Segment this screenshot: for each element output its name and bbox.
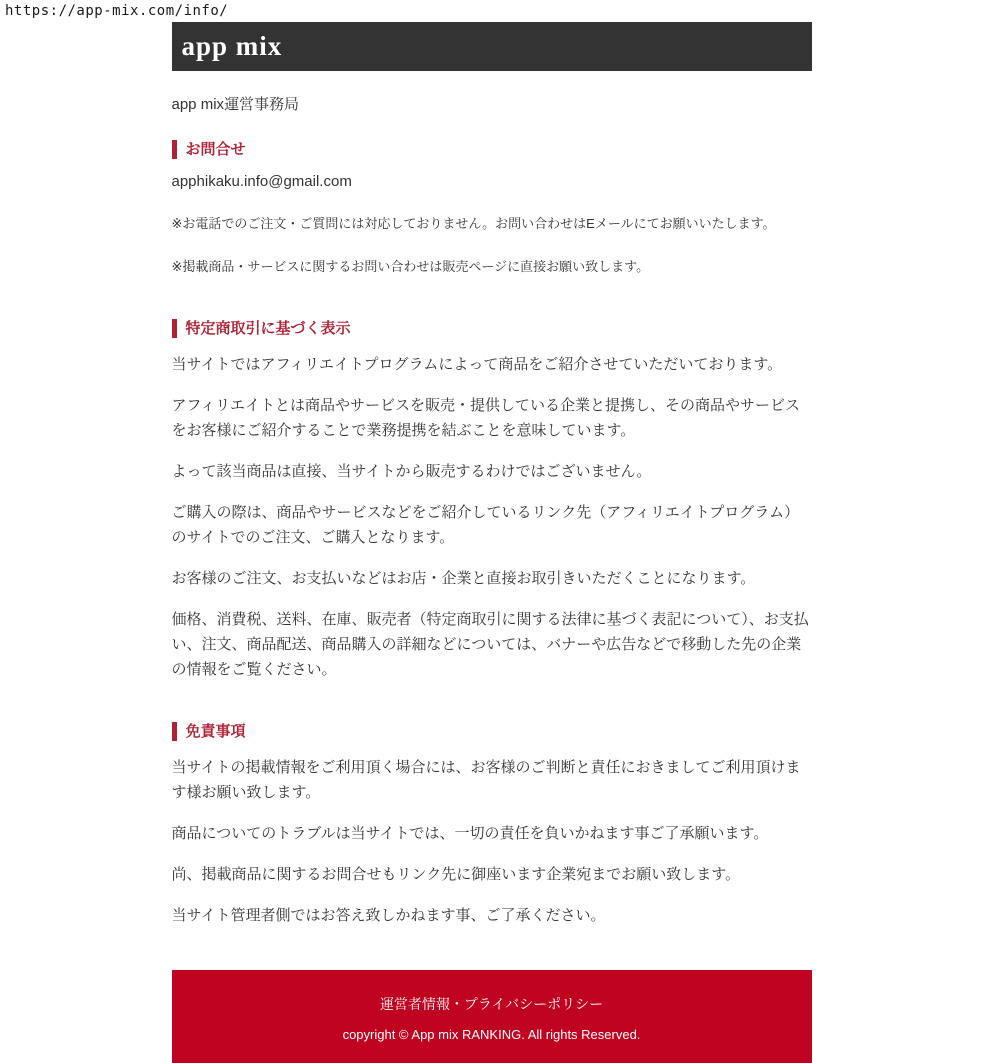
paragraph: 当サイトではアフィリエイトプログラムによって商品をご紹介させていただいております。: [171, 356, 783, 373]
paragraph: 価格、消費税、送料、在庫、販売者（特定商取引に関する法律に基づく表記について）、お支払い、注文、商品配送、商品購入の詳細などについては、バナーや広告などで移動した先の企業の情報をご覧ください。: [171, 611, 809, 678]
paragraph: 商品についてのトラブルは当サイトでは、一切の責任を負いかねます事ご了承願います。: [171, 825, 769, 842]
paragraph: 当サイトの掲載情報をご利用頂く場合には、お客様のご判断と責任におきましてご利用頂けます様お願い致します。: [171, 759, 801, 801]
paragraph: 尚、掲載商品に関するお問合せもリンク先に御座います企業宛までお願い致します。: [171, 866, 741, 883]
paragraph: ご購入の際は、商品やサービスなどをご紹介しているリンク先（アフィリエイトプログラム）のサイトでのご注文、ご購入となります。: [171, 504, 800, 546]
tokutei-heading: 特定商取引に基づく表示: [172, 319, 812, 338]
paragraph: よって該当商品は直接、当サイトから販売するわけではございません。: [171, 463, 652, 480]
section-tokutei: [172, 319, 812, 682]
content-column: [172, 22, 812, 1063]
footer-copyright: copyright © App mix RANKING. All rights Reserved.: [342, 1027, 641, 1042]
section-disclaimer: [172, 722, 812, 928]
page-url-text: https://app-mix.com/info/: [5, 3, 229, 19]
contact-email: apphikaku.info@gmail.com: [171, 173, 352, 190]
site-header: [172, 22, 812, 71]
paragraph: アフィリエイトとは商品やサービスを販売・提供している企業と提携し、その商品やサービスをお客様にご紹介することで業務提携を結ぶことを意味しています。: [171, 397, 801, 439]
footer-link-privacy[interactable]: 運営者情報・プライバシーポリシー: [379, 996, 604, 1012]
note-phone: ※お電話でのご注文・ご質問には対応しておりません。お問い合わせはEメールにてお願いいたします。: [171, 216, 776, 231]
paragraph: 当サイト管理者側ではお答え致しかねます事、ご了承ください。: [171, 907, 606, 924]
operator-name: app mix運営事務局: [171, 96, 300, 113]
site-title: app mix: [181, 31, 283, 61]
section-contact: [172, 140, 812, 276]
paragraph: お客様のご注文、お支払いなどはお店・企業と直接お取引きいただくことになります。: [171, 570, 756, 587]
contact-heading: お問合せ: [172, 140, 812, 159]
note-products: ※掲載商品・サービスに関するお問い合わせは販売ページに直接お願い致します。: [171, 259, 650, 274]
page-footer: [172, 970, 812, 1063]
disclaimer-heading: 免責事項: [172, 722, 812, 741]
